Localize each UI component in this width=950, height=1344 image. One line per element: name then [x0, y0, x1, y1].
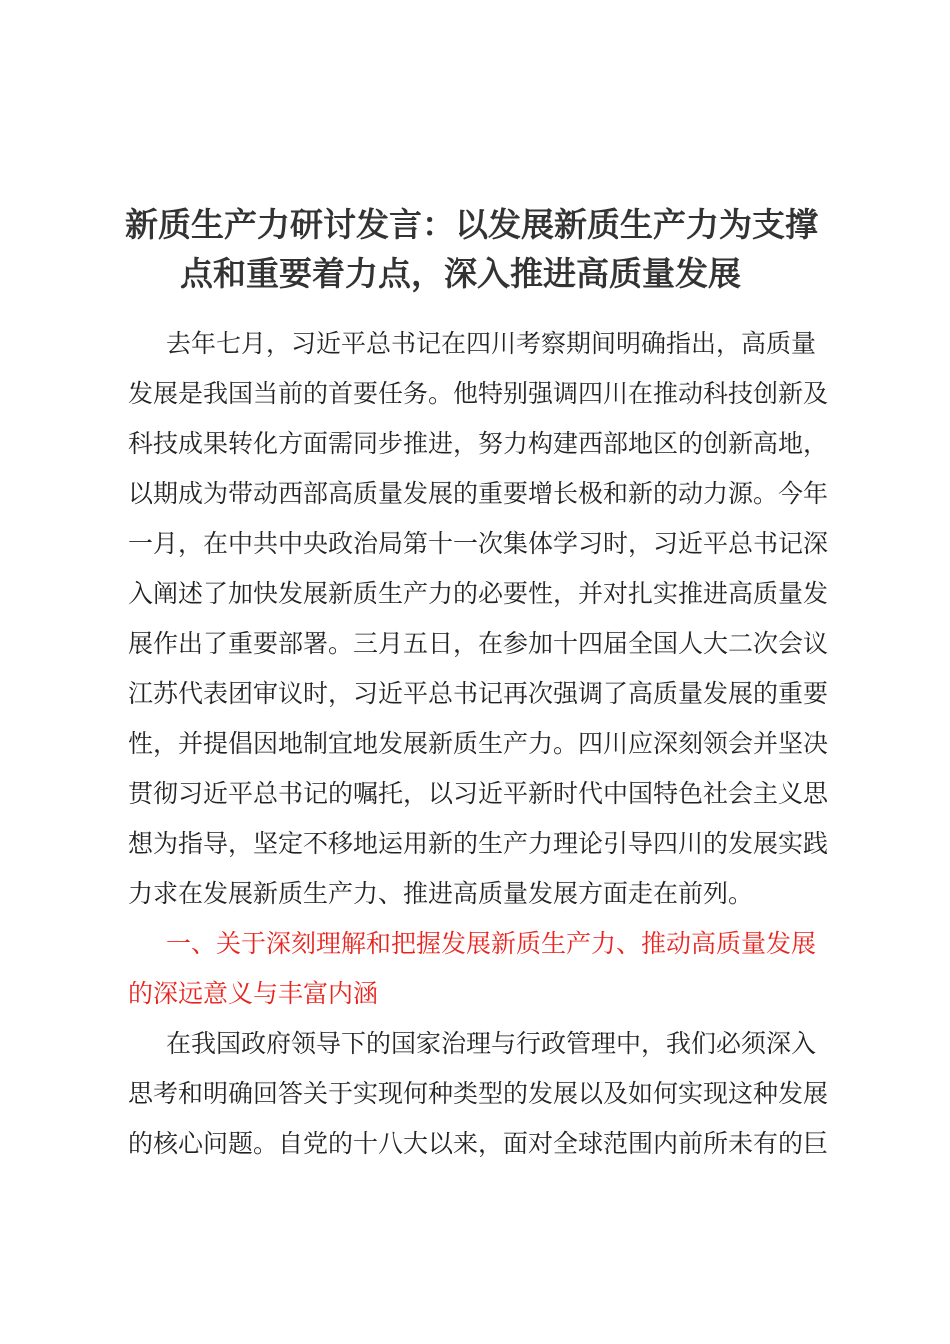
- paragraph-line: 发展是我国当前的首要任务。他特别强调四川在推动科技创新及: [128, 379, 829, 408]
- paragraph-line: 性，并提倡因地制宜地发展新质生产力。四川应深刻领会并坚决: [128, 729, 829, 758]
- paragraph-line: 的核心问题。自党的十八大以来，面对全球范围内前所未有的巨: [128, 1129, 829, 1158]
- paragraph-line: 力求在发展新质生产力、推进高质量发展方面走在前列。: [128, 879, 754, 908]
- heading-line: 一、关于深刻理解和把握发展新质生产力、推动高质量发展: [166, 929, 817, 958]
- paragraph-line: 展作出了重要部署。三月五日，在参加十四届全国人大二次会议: [128, 629, 829, 658]
- paragraph-line: 科技成果转化方面需同步推进，努力构建西部地区的创新高地，: [128, 429, 829, 458]
- paragraph-line: 一月，在中共中央政治局第十一次集体学习时，习近平总书记深: [128, 529, 829, 558]
- paragraph-line: 去年七月，习近平总书记在四川考察期间明确指出，高质量: [166, 329, 817, 358]
- paragraph-line: 想为指导，坚定不移地运用新的生产力理论引导四川的发展实践: [128, 829, 829, 858]
- heading-line: 的深远意义与丰富内涵: [128, 979, 379, 1008]
- paragraph-line: 入阐述了加快发展新质生产力的必要性，并对扎实推进高质量发: [128, 579, 829, 608]
- paragraph-line: 以期成为带动西部高质量发展的重要增长极和新的动力源。今年: [128, 479, 829, 508]
- paragraph-line: 思考和明确回答关于实现何种类型的发展以及如何实现这种发展: [128, 1079, 829, 1108]
- paragraph-line: 贯彻习近平总书记的嘱托，以习近平新时代中国特色社会主义思: [128, 779, 829, 808]
- paragraph-line: 在我国政府领导下的国家治理与行政管理中，我们必须深入: [166, 1029, 817, 1058]
- document-title-line-1: 新质生产力研讨发言：以发展新质生产力为支撑: [125, 205, 818, 244]
- paragraph-line: 江苏代表团审议时，习近平总书记再次强调了高质量发展的重要: [128, 679, 829, 708]
- document-title-line-2: 点和重要着力点，深入推进高质量发展: [180, 254, 741, 293]
